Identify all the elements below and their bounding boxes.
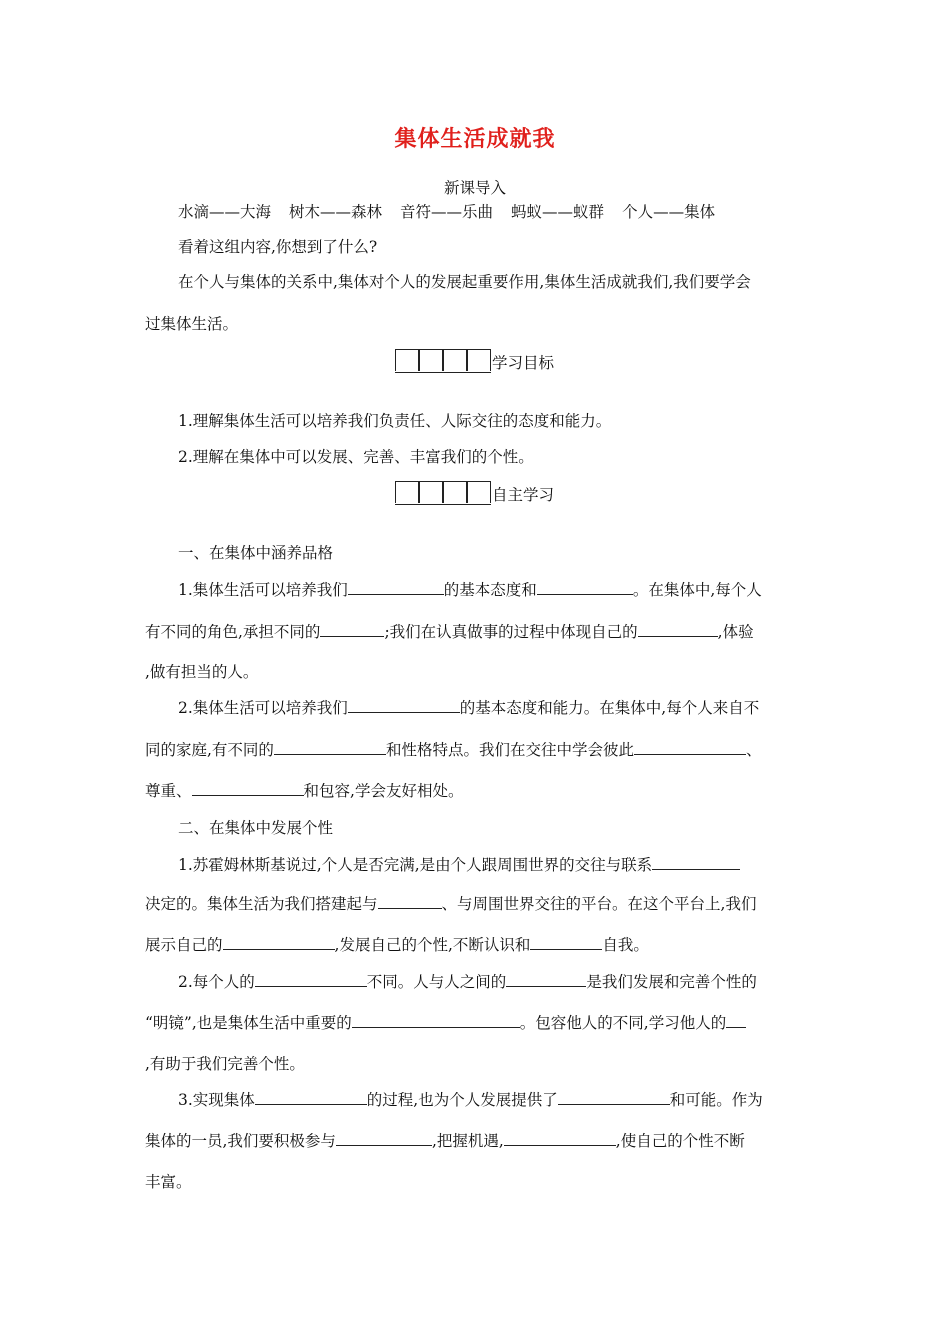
question-line: 1.集体生活可以培养我们 的基本态度和 。在集体中,每个人	[178, 581, 762, 599]
question-line: 丰富。	[145, 1173, 192, 1191]
objectives-label: 学习目标	[492, 354, 555, 372]
fill-blank[interactable]	[558, 1090, 670, 1105]
question-line: 同的家庭,有不同的 和性格特点。我们在交往中学会彼此 、	[145, 741, 762, 759]
fill-blank[interactable]	[634, 740, 746, 755]
page-title: 集体生活成就我	[394, 127, 556, 152]
heading-box	[443, 481, 467, 503]
fill-blank[interactable]	[336, 1131, 432, 1146]
pair-item: 蚂蚁——蚁群	[511, 203, 605, 221]
fill-blank[interactable]	[348, 698, 460, 713]
fill-blank[interactable]	[348, 580, 444, 595]
question-line: 2.集体生活可以培养我们 的基本态度和能力。在集体中,每个人来自不	[178, 699, 760, 717]
question-line: ,做有担当的人。	[145, 663, 259, 681]
fill-blank[interactable]	[378, 894, 442, 909]
fill-blank[interactable]	[638, 622, 718, 637]
intro-paragraph-line1: 在个人与集体的关系中,集体对个人的发展起重要作用,集体生活成就我们,我们要学会	[178, 273, 751, 291]
question-line: 有不同的角色,承担不同的 ;我们在认真做事的过程中体现自己的 ,体验	[145, 623, 754, 641]
question-line: 展示自己的 ,发展自己的个性,不断认识和 自我。	[145, 936, 649, 954]
heading-box	[467, 349, 491, 371]
question-line: ,有助于我们完善个性。	[145, 1055, 305, 1073]
heading-box	[395, 481, 419, 503]
fill-blank[interactable]	[274, 740, 386, 755]
question-line: “明镜”,也是集体生活中重要的 。包容他人的不同,学习他人的	[145, 1013, 746, 1033]
fill-blank[interactable]	[537, 580, 633, 595]
question-line: 决定的。集体生活为我们搭建起与 、与周围世界交往的平台。在这个平台上,我们	[145, 895, 757, 913]
heading-box	[443, 349, 467, 371]
fill-blank[interactable]	[506, 972, 586, 987]
pair-item: 音符——乐曲	[400, 203, 494, 221]
question-line: 集体的一员,我们要积极参与 ,把握机遇, ,使自己的个性不断	[145, 1132, 745, 1150]
fill-blank[interactable]	[530, 935, 602, 950]
section-heading: 一、在集体中涵养品格	[178, 544, 334, 562]
heading-box	[419, 481, 443, 503]
objective-item: 2.理解在集体中可以发展、完善、丰富我们的个性。	[178, 448, 534, 466]
intro-question: 看着这组内容,你想到了什么?	[178, 238, 378, 256]
pair-item: 个人——集体	[622, 203, 716, 221]
fill-blank[interactable]	[320, 622, 384, 637]
question-line: 2.每个人的 不同。人与人之间的 是我们发展和完善个性的	[178, 973, 757, 991]
fill-blank[interactable]	[652, 855, 740, 870]
heading-box	[467, 481, 491, 503]
heading-box	[395, 349, 419, 371]
question-line: 1.苏霍姆林斯基说过,个人是否完满,是由个人跟周围世界的交往与联系	[178, 855, 740, 875]
question-line: 3.实现集体 的过程,也为个人发展提供了 和可能。作为	[178, 1091, 763, 1109]
fill-blank[interactable]	[352, 1013, 520, 1028]
intro-paragraph-line2: 过集体生活。	[145, 315, 239, 333]
question-line: 尊重、 和包容,学会友好相处。	[145, 782, 464, 800]
fill-blank[interactable]	[223, 935, 335, 950]
heading-box	[419, 349, 443, 371]
fill-blank[interactable]	[255, 1090, 367, 1105]
fill-blank[interactable]	[504, 1131, 616, 1146]
fill-blank[interactable]	[255, 972, 367, 987]
intro-pairs	[178, 202, 733, 222]
intro-heading: 新课导入	[443, 179, 506, 197]
fill-blank[interactable]	[726, 1013, 746, 1028]
pair-item: 水滴——大海	[178, 203, 272, 221]
self-study-label: 自主学习	[492, 486, 555, 504]
section-heading: 二、在集体中发展个性	[178, 819, 334, 837]
objective-item: 1.理解集体生活可以培养我们负责任、人际交往的态度和能力。	[178, 412, 612, 430]
fill-blank[interactable]	[192, 781, 304, 796]
pair-item: 树木——森林	[289, 203, 383, 221]
